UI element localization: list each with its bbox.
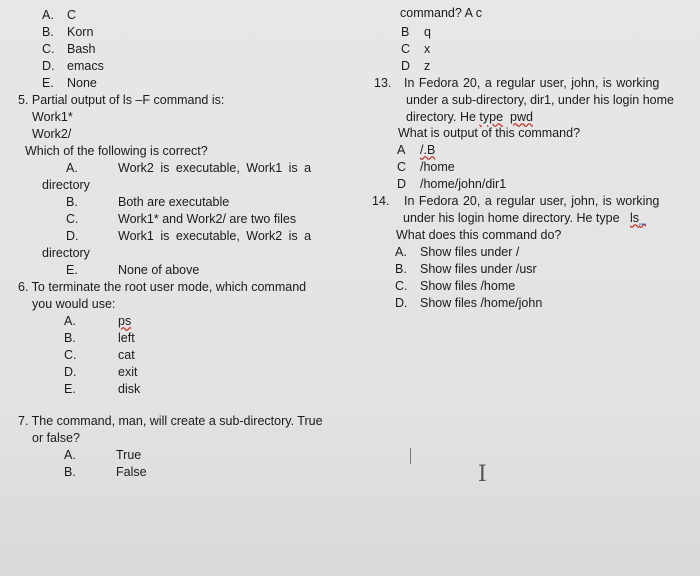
- q14-command: ls: [629, 211, 639, 225]
- q6-option-letter: A.: [64, 314, 76, 328]
- q4-option-letter: A.: [42, 8, 54, 22]
- q14-line: under his login home directory. He type ls_: [403, 211, 646, 225]
- q4-option-text: C: [67, 8, 77, 22]
- q13-option-letter: A: [397, 143, 406, 157]
- q4-option-letter: B.: [42, 25, 54, 39]
- q4-option-text: Korn: [67, 25, 94, 39]
- q14-number: 14.: [372, 194, 390, 208]
- q14-option-letter: A.: [395, 245, 407, 259]
- q14-option-letter: C.: [395, 279, 408, 293]
- q6-option-letter: E.: [64, 382, 76, 396]
- q13-line: [406, 110, 533, 125]
- q4-option-letter: C.: [42, 42, 55, 56]
- q13-type-word: type: [479, 110, 504, 124]
- q4-option-letter: D.: [42, 59, 55, 73]
- q5-option-b-letter: B.: [66, 195, 78, 209]
- q5-option-d-text: Work1 is executable, Work2 is a: [118, 229, 312, 243]
- q6-option-text: ps: [118, 314, 132, 328]
- q4-option-text: Bash: [67, 42, 96, 56]
- q6-option-text: disk: [118, 382, 141, 396]
- q14-line: What does this command do?: [396, 228, 562, 242]
- q13-option-text: /home/john/dir1: [420, 177, 507, 191]
- q13-line3-pre: directory. He: [406, 110, 476, 124]
- i-beam-cursor-icon: I: [478, 462, 487, 487]
- q13-option-text: /home: [420, 160, 455, 174]
- q5-option-d-letter: D.: [66, 229, 79, 243]
- q7-option-letter: B.: [64, 465, 76, 479]
- q12-option-letter: C: [401, 42, 411, 56]
- q13-command: pwd: [510, 110, 533, 124]
- q5-option-a-letter: A.: [66, 161, 78, 175]
- q12-option-text: x: [424, 42, 431, 56]
- q6-question: 6. To terminate the root user mode, which command: [18, 280, 307, 294]
- q5-option-e-text: None of above: [118, 263, 200, 277]
- q6-option-text: cat: [118, 348, 135, 362]
- q14-line2-pre: under his login home directory. He type: [403, 211, 620, 225]
- q6-question-cont: you would use:: [32, 297, 116, 311]
- q7-option-text: True: [116, 448, 142, 462]
- q5-option-c-text: Work1* and Work2/ are two files: [118, 212, 297, 226]
- q6-option-text: exit: [118, 365, 138, 379]
- q14-option-text: Show files /home: [420, 279, 516, 293]
- q13-line: What is output of this command?: [398, 126, 581, 140]
- q6-option-text: left: [118, 331, 135, 345]
- q5-question: 5. Partial output of ls –F command is:: [18, 93, 225, 107]
- q5-output-line: Work1*: [32, 110, 73, 124]
- q7-question: 7. The command, man, will create a sub-directory. True: [18, 414, 323, 428]
- q12-tail-line: command? A c: [400, 6, 482, 20]
- q13-option-letter: C: [397, 160, 407, 174]
- q14-option-letter: D.: [395, 296, 408, 310]
- q13-number: 13.: [374, 76, 392, 90]
- text-caret: [410, 448, 411, 464]
- q5-option-e-letter: E.: [66, 263, 78, 277]
- q4-option-letter: E.: [42, 76, 54, 90]
- q13-line: In Fedora 20, a regular user, john, is working: [404, 76, 660, 90]
- q6-option-letter: C.: [64, 348, 77, 362]
- q6-option-letter: D.: [64, 365, 77, 379]
- q14-option-letter: B.: [395, 262, 407, 276]
- q7-option-letter: A.: [64, 448, 76, 462]
- q13-option-letter: D: [397, 177, 407, 191]
- q5-option-a-cont: directory: [42, 178, 90, 192]
- q5-option-a-text: Work2 is executable, Work1 is a: [118, 161, 312, 175]
- q6-option-letter: B.: [64, 331, 76, 345]
- q13-line: under a sub-directory, dir1, under his login home: [406, 93, 674, 107]
- q4-option-text: emacs: [67, 59, 104, 73]
- q12-option-text: q: [424, 25, 431, 39]
- q14-option-text: Show files under /: [420, 245, 520, 259]
- q14-line: In Fedora 20, a regular user, john, is working: [404, 194, 660, 208]
- q12-option-letter: B: [401, 25, 410, 39]
- q5-output-line: Work2/: [32, 127, 72, 141]
- q5-option-b-text: Both are executable: [118, 195, 230, 209]
- q14-option-text: Show files under /usr: [420, 262, 537, 276]
- q13-option-text: /.B: [420, 143, 436, 157]
- q4-option-text: None: [67, 76, 97, 90]
- q12-option-text: z: [424, 59, 431, 73]
- q5-option-c-letter: C.: [66, 212, 79, 226]
- q7-option-text: False: [116, 465, 147, 479]
- q12-option-letter: D: [401, 59, 411, 73]
- q14-option-text: Show files /home/john: [420, 296, 543, 310]
- q5-prompt: Which of the following is correct?: [25, 144, 208, 158]
- q7-question-cont: or false?: [32, 431, 80, 445]
- q5-option-d-cont: directory: [42, 246, 90, 260]
